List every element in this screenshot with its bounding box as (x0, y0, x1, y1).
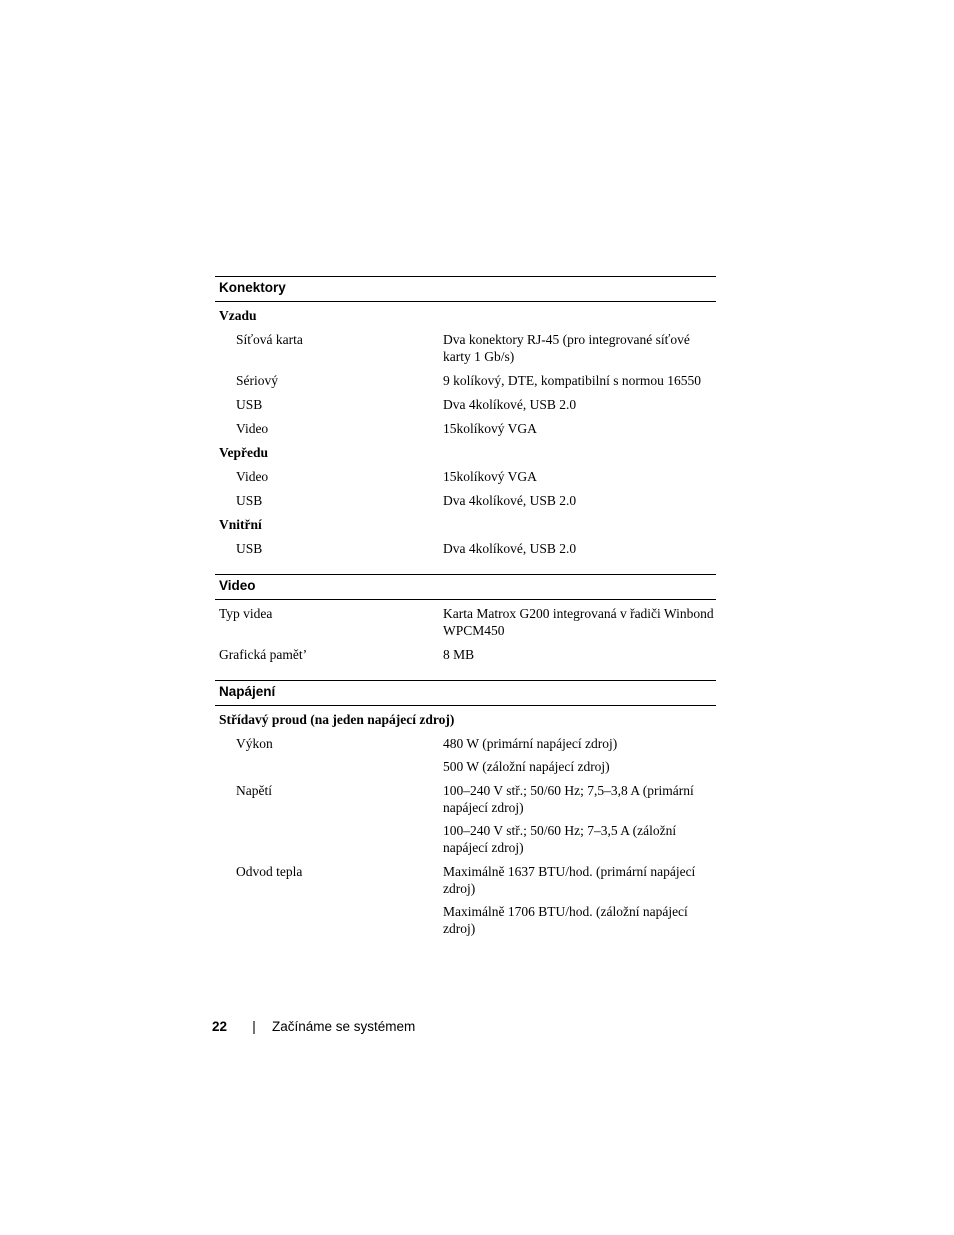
spec-value (443, 735, 715, 775)
spec-value-line: 480 W (primární napájecí zdroj) (443, 736, 618, 751)
page-number: 22 (212, 1019, 228, 1034)
spec-value (443, 420, 715, 437)
spec-value (443, 331, 715, 365)
spec-value-line: 500 W (záložní napájecí zdroj) (443, 759, 610, 774)
spec-label: Síťová karta (236, 332, 303, 347)
spec-row (215, 732, 716, 779)
footer-chapter-title: Začínáme se systémem (272, 1019, 416, 1034)
spec-row (215, 489, 716, 513)
spec-value (443, 646, 715, 663)
section-rows (215, 706, 716, 954)
spec-value-line: 15kolíkový VGA (443, 469, 537, 484)
spec-value-line: Dva 4kolíkové, USB 2.0 (443, 397, 577, 412)
group-label: Vzadu (219, 308, 257, 323)
spec-label: USB (236, 493, 263, 508)
spec-value-line: 15kolíkový VGA (443, 421, 537, 436)
spec-table (215, 276, 716, 954)
spec-label: Video (236, 421, 269, 436)
spec-label: Grafická pamět’ (219, 647, 308, 662)
spec-value-line: Karta Matrox G200 integrovaná v řadiči Winbond WPCM450 (443, 606, 714, 638)
spec-label: Výkon (236, 736, 273, 751)
section-title: Video (215, 574, 716, 600)
spec-value-line: Maximálně 1706 BTU/hod. (záložní napájecí zdroj) (443, 904, 688, 936)
spec-label: Sériový (236, 373, 278, 388)
spec-row (215, 393, 716, 417)
spec-value (443, 540, 715, 557)
spec-value-line: Maximálně 1637 BTU/hod. (primární napájecí zdroj) (443, 864, 696, 896)
spec-value (443, 492, 715, 509)
section-title: Konektory (215, 276, 716, 302)
spec-row (215, 602, 716, 643)
section-title: Napájení (215, 680, 716, 706)
spec-section (215, 276, 716, 574)
section-rows (215, 600, 716, 680)
spec-value (443, 863, 715, 937)
spec-value (443, 468, 715, 485)
spec-label: Napětí (236, 783, 272, 798)
group-label: Vepředu (219, 445, 269, 460)
spec-row (215, 369, 716, 393)
page-footer (212, 1018, 415, 1036)
section-rows (215, 302, 716, 574)
spec-label: Video (236, 469, 269, 484)
spec-value-line: 100–240 V stř.; 50/60 Hz; 7,5–3,8 A (primární napájecí zdroj) (443, 783, 694, 815)
spec-value-line: 9 kolíkový, DTE, kompatibilní s normou 16550 (443, 373, 701, 388)
spec-value (443, 782, 715, 856)
spec-label: USB (236, 397, 263, 412)
spec-section (215, 574, 716, 680)
group-label: Vnitřní (219, 517, 262, 532)
spec-value (443, 605, 715, 639)
spec-label: USB (236, 541, 263, 556)
spec-row (215, 537, 716, 561)
spec-row (215, 643, 716, 667)
spec-value-line: 8 MB (443, 647, 475, 662)
spec-row (215, 779, 716, 860)
spec-label: Typ videa (219, 606, 273, 621)
spec-row (215, 860, 716, 941)
spec-value-line: Dva 4kolíkové, USB 2.0 (443, 493, 577, 508)
spec-value-line: 100–240 V stř.; 50/60 Hz; 7–3,5 A (záložní napájecí zdroj) (443, 823, 677, 855)
spec-row (215, 465, 716, 489)
spec-value-line: Dva 4kolíkové, USB 2.0 (443, 541, 577, 556)
spec-value (443, 396, 715, 413)
spec-row (215, 417, 716, 441)
footer-separator: | (252, 1019, 256, 1034)
group-label: Střídavý proud (na jeden napájecí zdroj) (219, 712, 455, 727)
spec-row (215, 328, 716, 369)
spec-value-line: Dva konektory RJ-45 (pro integrované síťové karty 1 Gb/s) (443, 332, 690, 364)
spec-value (443, 372, 715, 389)
spec-label: Odvod tepla (236, 864, 303, 879)
spec-section (215, 680, 716, 954)
